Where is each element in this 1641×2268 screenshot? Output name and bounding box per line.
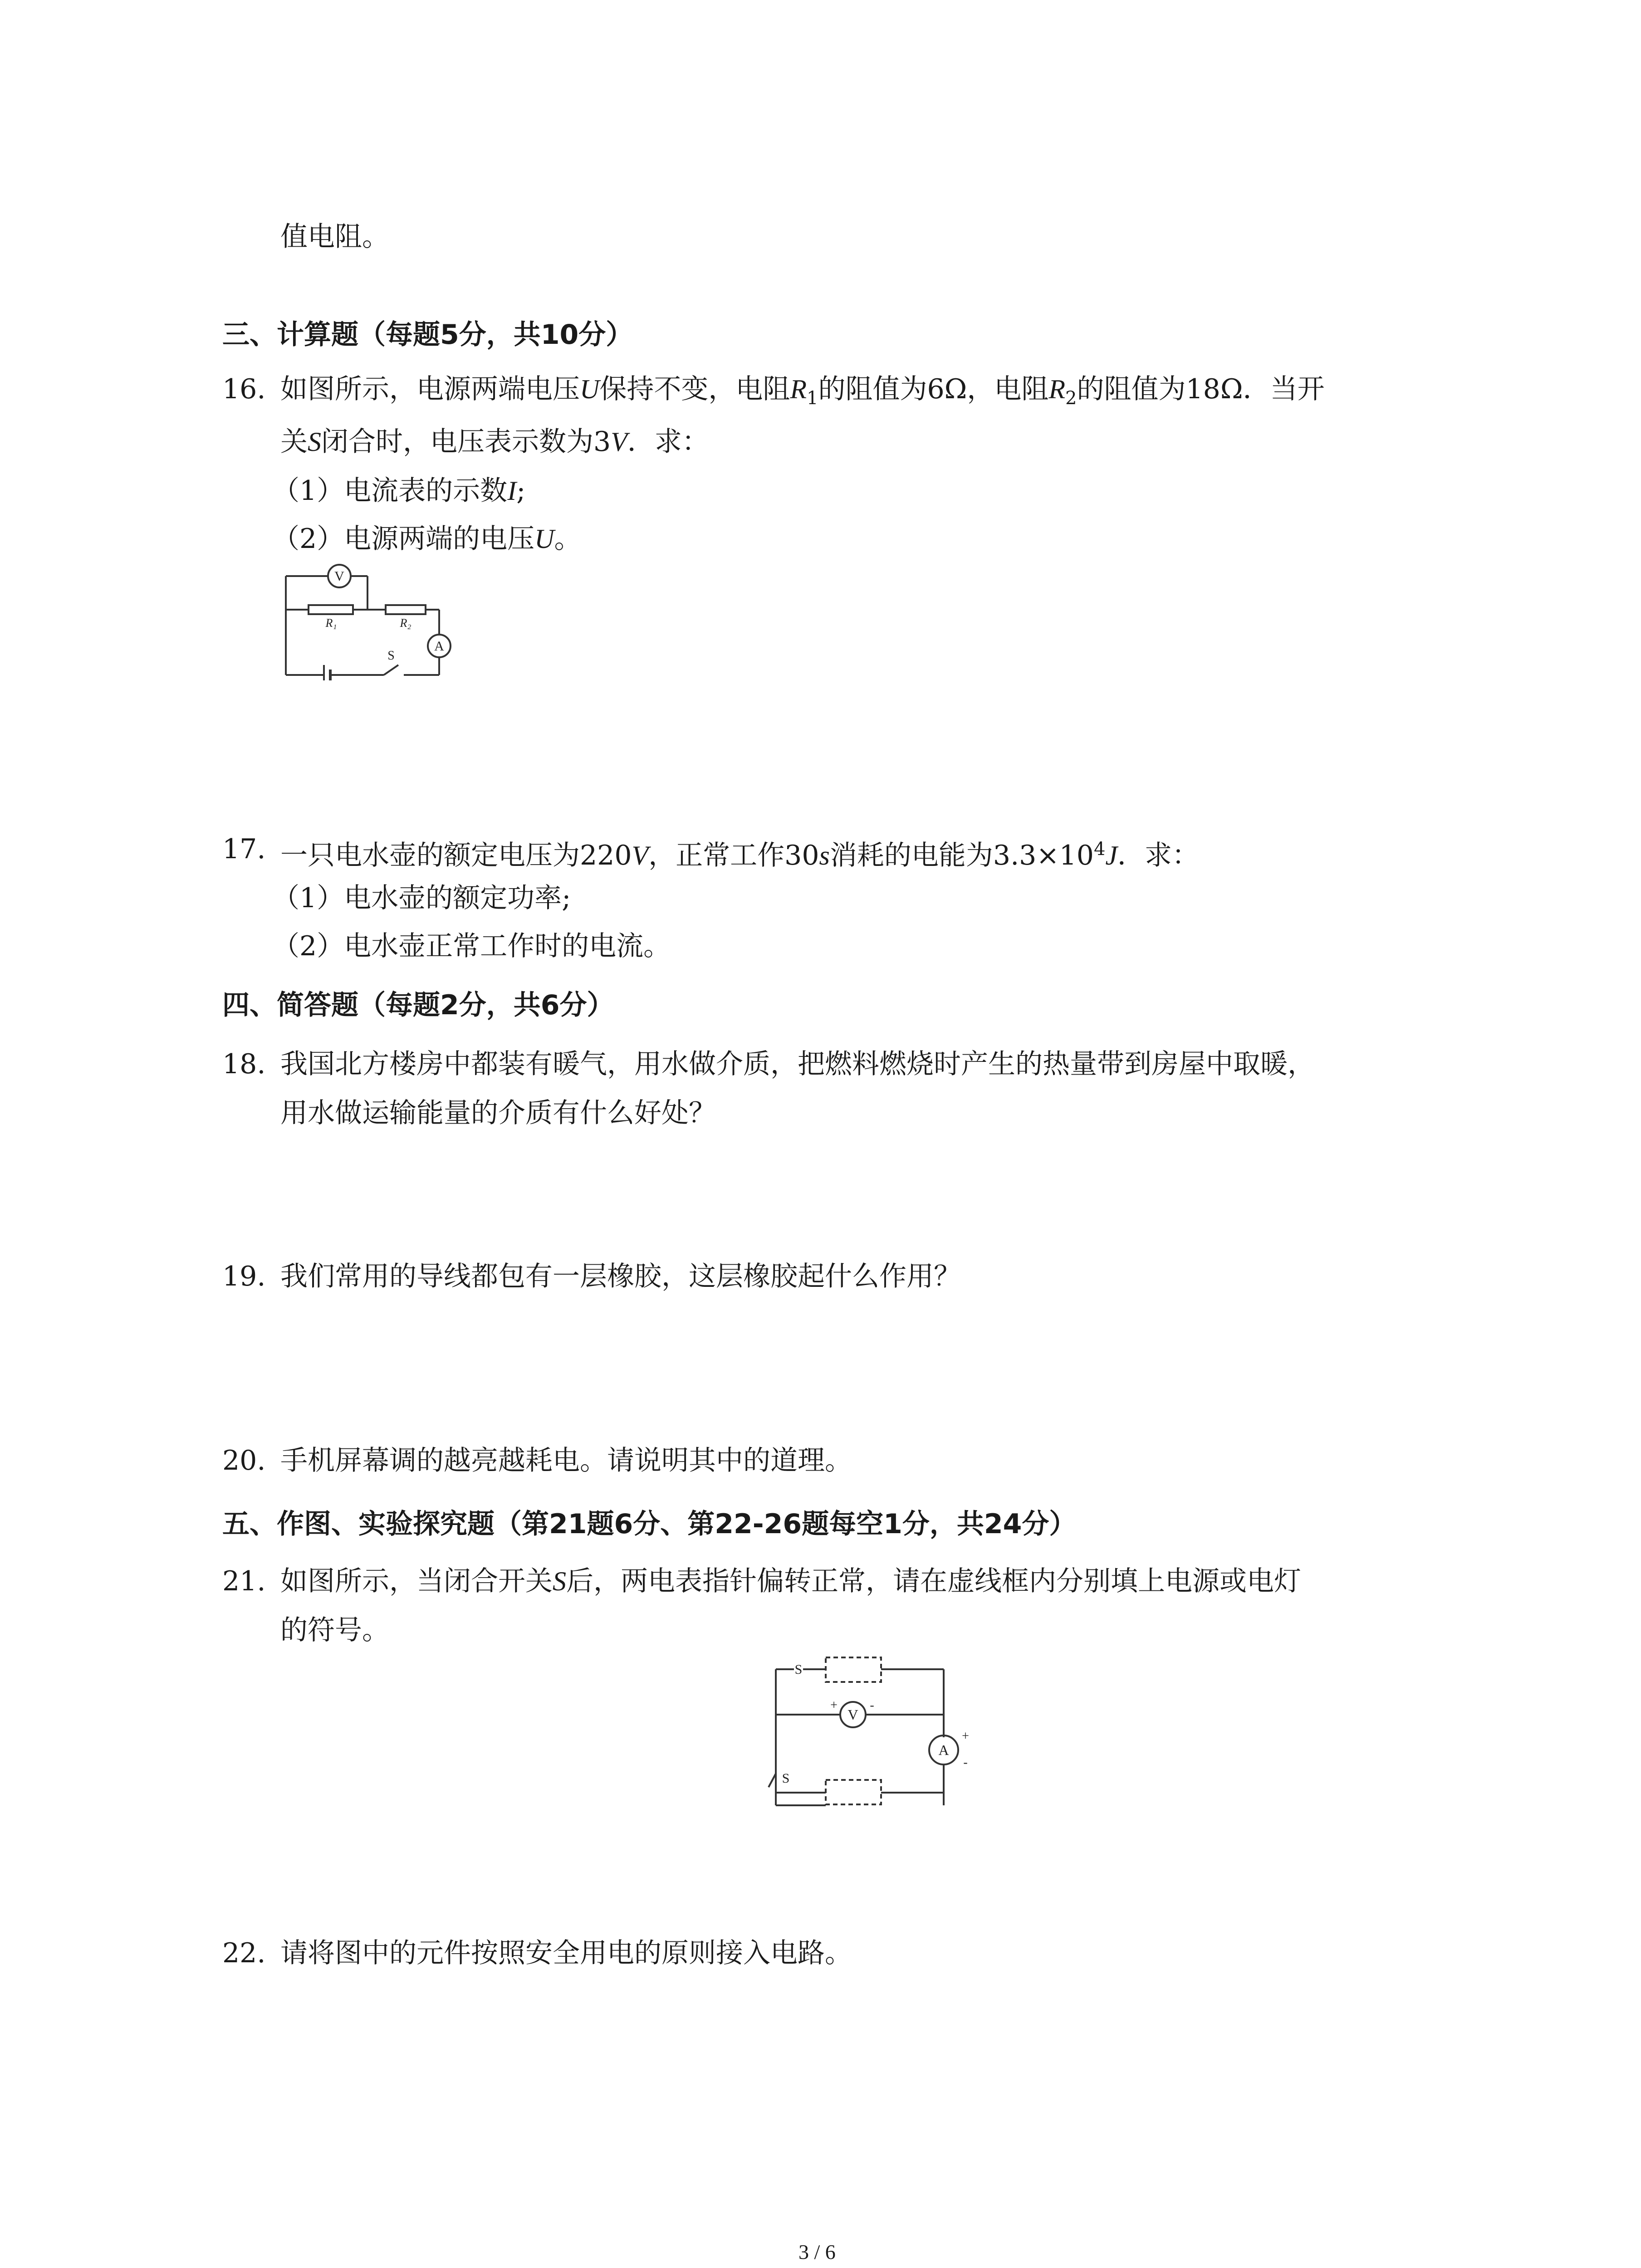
question-16-sub-2: （2）电源两端的电压U。 bbox=[272, 523, 582, 555]
question-18-line-1: 我国北方楼房中都装有暖气，用水做介质，把燃料燃烧时产生的热量带到房屋中取暖， bbox=[280, 1048, 1315, 1080]
question-22-line: 请将图中的元件按照安全用电的原则接入电路。 bbox=[280, 1937, 852, 1969]
question-19-number: 19. bbox=[222, 1261, 266, 1292]
question-22-number: 22. bbox=[222, 1937, 266, 1969]
voltmeter-plus: + bbox=[830, 1698, 838, 1712]
section-heading: 五、作图、实验探究题（第21题6分、第22-26题每空1分，共24分） bbox=[222, 1508, 1077, 1540]
question-20-number: 20. bbox=[222, 1445, 266, 1476]
question-17-line-1: 一只电水壶的额定电压为220V，正常工作30s消耗的电能为$3.3\times 10^4J$．求： bbox=[280, 839, 1200, 871]
ammeter-plus: + bbox=[962, 1729, 969, 1743]
switch-left-label: S bbox=[782, 1771, 790, 1786]
question-19-line: 我们常用的导线都包有一层橡胶，这层橡胶起什么作用？ bbox=[280, 1261, 961, 1292]
question-17-sub-1: （1）电水壶的额定功率; bbox=[272, 882, 571, 914]
question-17-number: 17. bbox=[222, 833, 266, 865]
ammeter-label: A bbox=[434, 639, 444, 654]
switch-label: S bbox=[387, 649, 395, 663]
circuit-diagram-q21 bbox=[762, 1651, 998, 1814]
question-18-line-2: 用水做运输能量的介质有什么好处？ bbox=[280, 1097, 716, 1129]
r1-label: R₁ bbox=[325, 616, 337, 630]
circuit-diagram-q16 bbox=[277, 562, 458, 680]
voltmeter-label: V bbox=[847, 1706, 858, 1723]
r2-label: R₂ bbox=[400, 616, 411, 630]
switch-top-label: S bbox=[794, 1662, 803, 1677]
page-number: 3 / 6 bbox=[798, 2240, 836, 2263]
voltmeter-label: V bbox=[334, 569, 344, 584]
voltmeter-minus: - bbox=[870, 1698, 874, 1712]
section-heading: 三、计算题（每题5分，共10分） bbox=[222, 319, 633, 351]
section-heading: 四、简答题（每题2分，共6分） bbox=[222, 989, 614, 1021]
ammeter-label: A bbox=[938, 1742, 949, 1758]
question-21-line-2: 的符号。 bbox=[280, 1614, 389, 1646]
question-20-line: 手机屏幕调的越亮越耗电。请说明其中的道理。 bbox=[280, 1445, 852, 1476]
question-21-number: 21. bbox=[222, 1565, 266, 1597]
ammeter-minus: - bbox=[963, 1755, 968, 1769]
question-17-sub-2: （2）电水壶正常工作时的电流。 bbox=[272, 930, 671, 962]
question-16-line-1: 如图所示，电源两端电压U保持不变，电阻$R_1$的阻值为6Ω，电阻$R_2$的阻值为18Ω．当开 bbox=[280, 373, 1325, 409]
question-16-number: 16. bbox=[222, 373, 266, 405]
question-18-number: 18. bbox=[222, 1048, 266, 1080]
question-16-sub-1: （1）电流表的示数I; bbox=[272, 475, 526, 507]
question-21-line-1: 如图所示，当闭合开关S后，两电表指针偏转正常，请在虚线框内分别填上电源或电灯 bbox=[280, 1565, 1301, 1597]
continued-text: 值电阻。 bbox=[280, 221, 389, 253]
question-16-line-2: 关S闭合时，电压表示数为3V．求： bbox=[280, 426, 709, 458]
